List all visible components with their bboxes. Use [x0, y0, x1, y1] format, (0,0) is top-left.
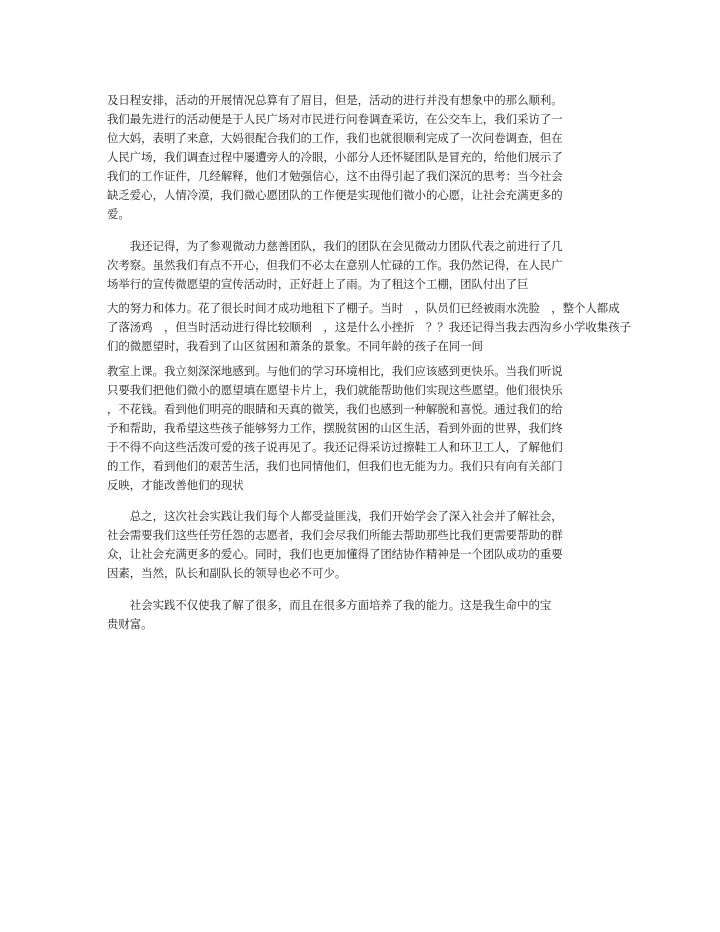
paragraph-line: 予和帮助，我希望这些孩子能够努力工作，摆脱贫困的山区生活，看到外面的世界，我们终: [107, 421, 563, 435]
paragraph-line: 教室上课。我立刻深深地感到。与他们的学习环境相比，我们应该感到更快乐。当我们听说: [107, 364, 563, 378]
paragraph-line: 因素，当然，队长和副队长的领导也必不可少。: [107, 566, 347, 580]
paragraph-line: 位大妈，表明了来意，大妈很配合我们的工作，我们也就很顺利完成了一次问卷调查，但在: [107, 131, 563, 145]
paragraph-line: ，不花钱。看到他们明亮的眼睛和天真的微笑，我们也感到一种解脱和喜悦。通过我们的给: [107, 402, 563, 416]
paragraph-line: 场举行的宣传微愿望的宣传活动时，正好赶上了雨。为了租这个工棚，团队付出了巨: [107, 277, 529, 291]
paragraph-line: 缺乏爱心，人情冷漠，我们微心愿团队的工作便是实现他们微小的心愿，让社会充满更多的: [107, 188, 563, 202]
paragraph-line: 我还记得，为了参观微动力慈善团队，我们的团队在会见微动力团队代表之前进行了几: [107, 239, 563, 253]
paragraph-line: 的工作，看到他们的艰苦生活，我们也同情他们，但我们也无能为力。我们只有向有关部门: [107, 459, 563, 473]
paragraph-line: 贵财富。: [107, 617, 153, 631]
paragraph-line: 众，让社会充满更多的爱心。同时，我们也更加懂得了团结协作精神是一个团队成功的重要: [107, 547, 563, 561]
paragraph-line: 大的努力和体力。花了很长时间才成功地租下了棚子。当时 ，队员们已经被雨水洗脸 ，整个人都成: [107, 301, 620, 315]
paragraph-line: 反映，才能改善他们的现状: [107, 478, 244, 492]
paragraph-line: 爱。: [107, 207, 130, 221]
paragraph-line: 及日程安排，活动的开展情况总算有了眉目，但是，活动的进行并没有想象中的那么顺利。: [107, 93, 563, 107]
paragraph-line: 了落汤鸡 ，但当时活动进行得比较顺利 ，这是什么小挫折 ？？我还记得当我去西沟乡小学收集孩子: [107, 320, 631, 334]
paragraph-line: 于不得不向这些活泼可爱的孩子说再见了。我还记得采访过擦鞋工人和环卫工人，了解他们: [107, 440, 563, 454]
paragraph-line: 我们最先进行的活动便是于人民广场对市民进行问卷调查采访，在公交车上，我们采访了一: [107, 112, 563, 126]
paragraph-line: 社会需要我们这些任劳任怨的志愿者，我们会尽我们所能去帮助那些比我们更需要帮助的群: [107, 528, 563, 542]
paragraph-line: 总之，这次社会实践让我们每个人都受益匪浅，我们开始学会了深入社会并了解社会，: [107, 509, 563, 523]
paragraph-line: 次考察。虽然我们有点不开心，但我们不必太在意别人忙碌的工作。我仍然记得，在人民广: [107, 258, 563, 272]
paragraph-line: 们的微愿望时，我看到了山区贫困和萧条的景象。不同年龄的孩子在同一间: [107, 339, 483, 353]
paragraph-line: 只要我们把他们微小的愿望填在愿望卡片上，我们就能帮助他们实现这些愿望。他们很快乐: [107, 383, 563, 397]
paragraph-line: 社会实践不仅使我了解了很多，而且在很多方面培养了我的能力。这是我生命中的宝: [107, 598, 552, 612]
paragraph-line: 我们的工作证件，几经解释，他们才勉强信心，这不由得引起了我们深沉的思考：当今社会: [107, 169, 563, 183]
paragraph-line: 人民广场，我们调查过程中屡遭旁人的冷眼，小部分人还怀疑团队是冒充的，给他们展示了: [107, 150, 563, 164]
